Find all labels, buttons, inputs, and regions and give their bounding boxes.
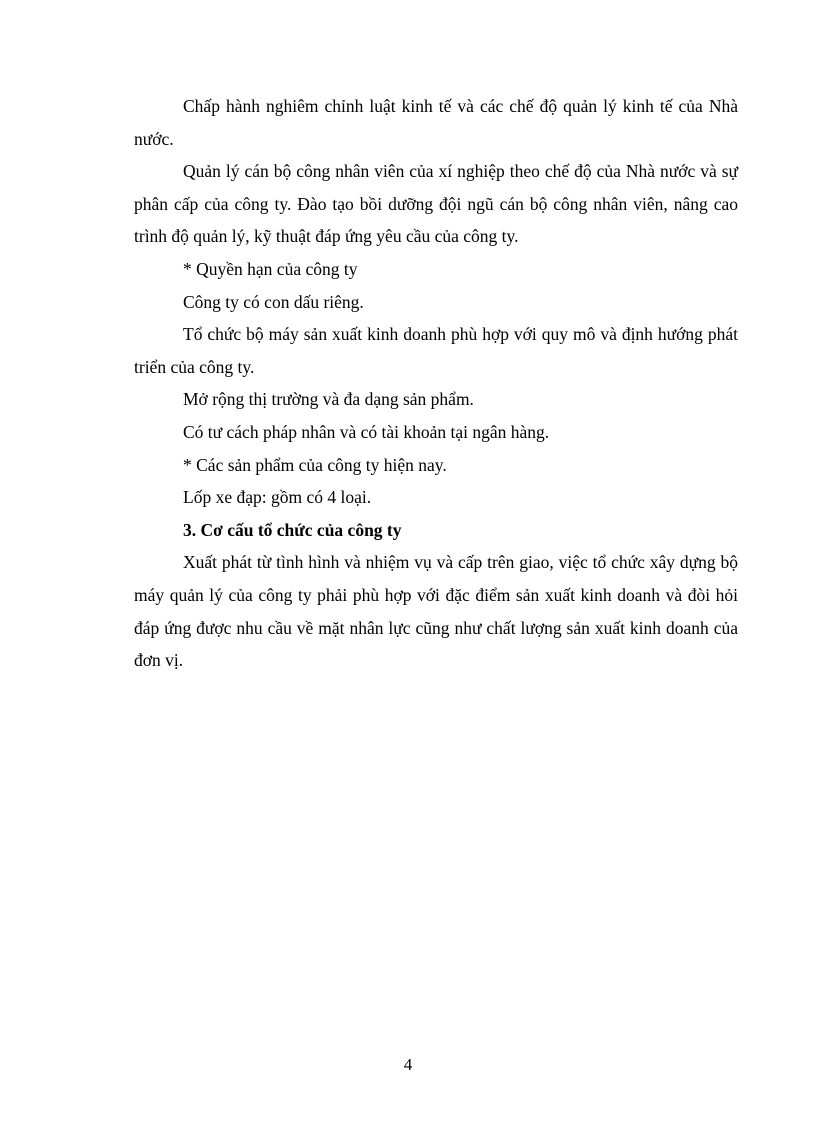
paragraph-market-expansion: Mở rộng thị trường và đa dạng sản phẩm. [183,389,474,410]
page-number: 4 [403,1055,413,1074]
paragraph-compliance: Chấp hành nghiêm chỉnh luật kinh tế và các chế độ quản lý kinh tế của Nhà nước. [134,96,738,149]
section-heading-organization-structure: 3. Cơ cấu tổ chức của công ty [183,519,402,540]
document-body [134,90,738,677]
paragraph-bicycle-tires: Lốp xe đạp: gồm có 4 loại. [183,487,372,508]
paragraph-organization: Tổ chức bộ máy sản xuất kinh doanh phù hợp với quy mô và định hướng phát triển của công ty. [134,324,738,377]
paragraph-company-seal: Công ty có con dấu riêng. [183,291,364,312]
paragraph-organization-structure: Xuất phát từ tình hình và nhiệm vụ và cấp trên giao, việc tổ chức xây dựng bộ máy quản lý của công ty phải phù hợp với đặc điểm sản xuất kinh doanh và đòi hỏi đáp ứng được nhu cầu về mặt nhân lực cũng như chất lượng sản xuất kinh doanh của đơn vị. [134,552,738,671]
paragraph-products-heading: * Các sản phẩm của công ty hiện nay. [183,454,447,475]
paragraph-staff-management: Quản lý cán bộ công nhân viên của xí nghiệp theo chế độ của Nhà nước và sự phân cấp của công ty. Đào tạo bồi dưỡng đội ngũ cán bộ công nhân viên, nâng cao trình độ quản lý, kỹ thuật đáp ứng yêu cầu của công ty. [134,161,738,247]
paragraph-rights-heading: * Quyền hạn của công ty [183,258,358,279]
paragraph-legal-entity: Có tư cách pháp nhân và có tài khoản tại ngân hàng. [183,421,550,442]
